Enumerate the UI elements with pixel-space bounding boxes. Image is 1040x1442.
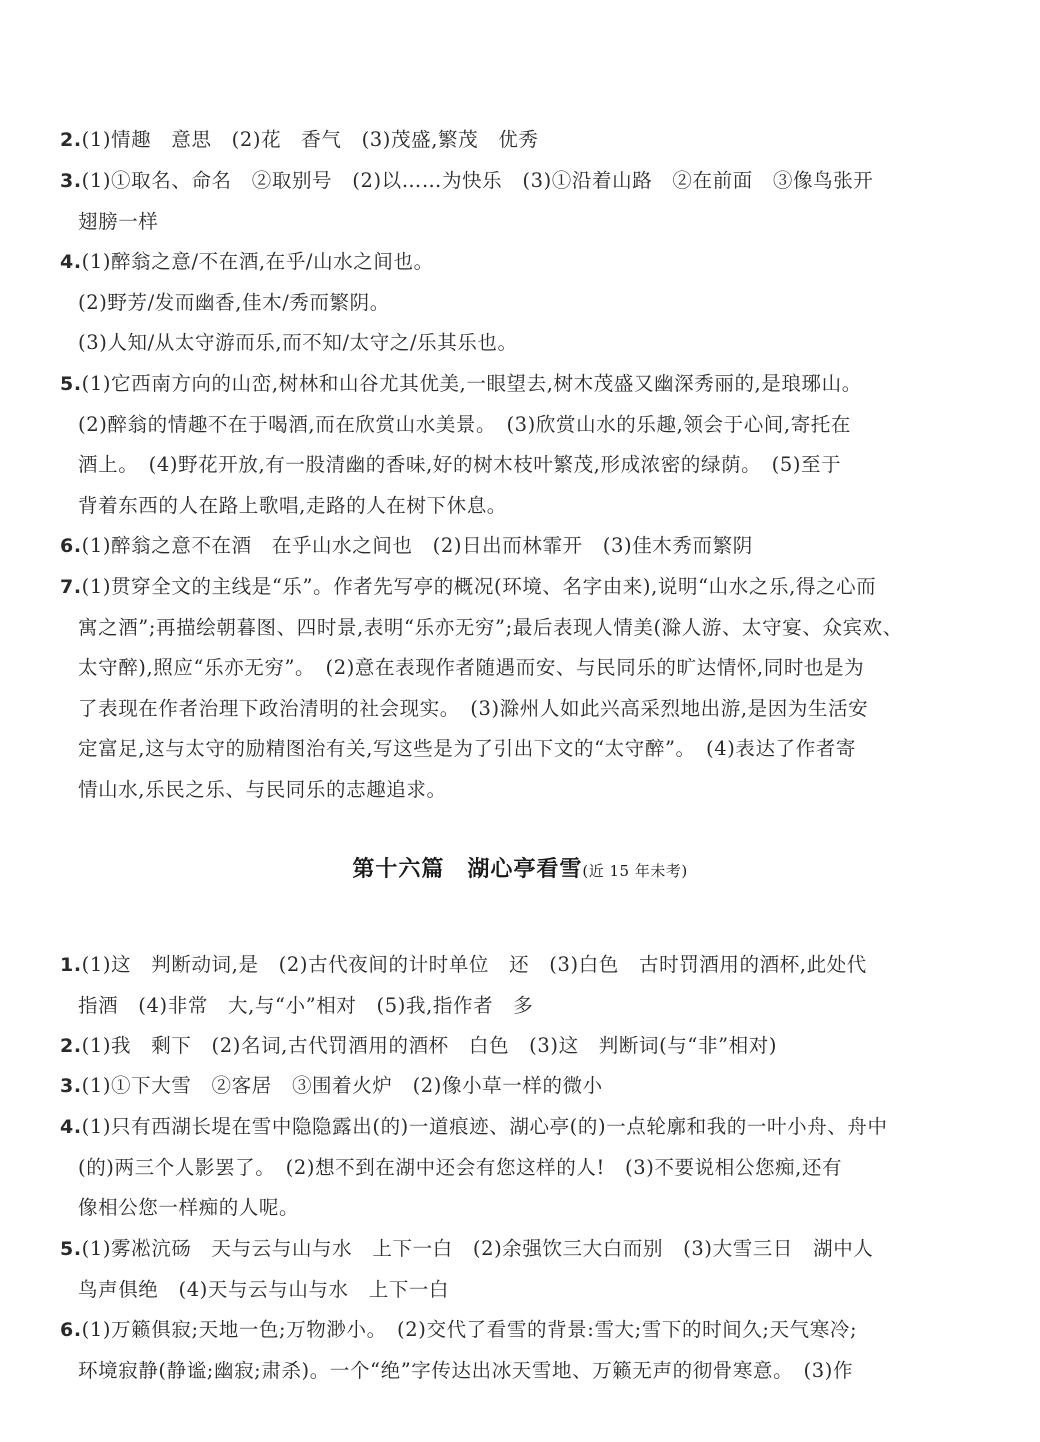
item-number: 2. bbox=[60, 1035, 82, 1057]
answer-item-2 bbox=[60, 1026, 940, 1067]
answer-item-6 bbox=[60, 1310, 940, 1391]
item-line: (1)醉翁之意不在酒 在乎山水之间也 (2)日出而林霏开 (3)佳木秀而繁阴 bbox=[81, 534, 753, 557]
item-line: 太守醉),照应“乐亦无穷”。 (2)意在表现作者随遇而安、与民同乐的旷达情怀,同时也是为 bbox=[78, 656, 865, 679]
item-number: 4. bbox=[60, 1116, 82, 1138]
answer-item-3 bbox=[60, 161, 940, 242]
item-number: 4. bbox=[60, 251, 82, 273]
answer-item-5 bbox=[60, 1229, 940, 1310]
item-line: (1)情趣 意思 (2)花 香气 (3)茂盛,繁茂 优秀 bbox=[81, 128, 539, 151]
item-number: 5. bbox=[60, 1238, 82, 1260]
item-number: 1. bbox=[60, 954, 82, 976]
item-line: (2)醉翁的情趣不在于喝酒,而在欣赏山水美景。 (3)欣赏山水的乐趣,领会于心间,寄托在 bbox=[78, 412, 851, 436]
item-line: (3)人知/从太守游而乐,而不知/太守之/乐其乐也。 bbox=[78, 331, 518, 354]
section-title bbox=[0, 852, 1040, 883]
item-line: (1)雾凇沆砀 天与云与山与水 上下一白 (2)余强饮三大白而别 (3)大雪三日 湖中人 bbox=[81, 1237, 874, 1260]
section-title-main: 第十六篇 湖心亭看雪 bbox=[352, 857, 583, 882]
answer-item-6 bbox=[60, 526, 940, 567]
item-line: (1)醉翁之意/不在酒,在乎/山水之间也。 bbox=[81, 250, 434, 273]
item-number: 6. bbox=[60, 1319, 82, 1341]
item-line: 背着东西的人在路上歌唱,走路的人在树下休息。 bbox=[78, 493, 507, 517]
item-line: 了表现在作者治理下政治清明的社会现实。 (3)滁州人如此兴高采烈地出游,是因为生活安 bbox=[78, 696, 869, 720]
answer-item-1 bbox=[60, 945, 940, 1026]
item-line: (1)我 剩下 (2)名词,古代罚酒用的酒杯 白色 (3)这 判断词(与“非”相对) bbox=[81, 1034, 778, 1057]
item-line: 翅膀一样 bbox=[78, 209, 159, 233]
item-line: 定富足,这与太守的励精图治有关,写这些是为了引出下文的“太守醉”。 (4)表达了作者寄 bbox=[78, 737, 857, 760]
item-line: (2)野芳/发而幽香,佳木/秀而繁阴。 bbox=[78, 290, 390, 314]
item-line: 像相公您一样痴的人呢。 bbox=[78, 1196, 300, 1219]
item-line: 指酒 (4)非常 大,与“小”相对 (5)我,指作者 多 bbox=[78, 993, 534, 1017]
answer-item-4 bbox=[60, 1107, 940, 1229]
answer-item-2 bbox=[60, 120, 940, 161]
item-number: 7. bbox=[60, 576, 82, 598]
item-line: (1)①下大雪 ②客居 ③围着火炉 (2)像小草一样的微小 bbox=[81, 1074, 603, 1097]
item-number: 3. bbox=[60, 1075, 82, 1097]
item-line: 情山水,乐民之乐、与民同乐的志趣追求。 bbox=[78, 777, 447, 801]
item-number: 3. bbox=[60, 170, 82, 192]
answer-item-5 bbox=[60, 364, 940, 526]
item-line: 寓之酒”;再描绘朝暮图、四时景,表明“乐亦无穷”;最后表现人情美(滁人游、太守宴、众宾欢、 bbox=[78, 615, 903, 639]
item-number: 2. bbox=[60, 129, 82, 151]
item-line: (1)它西南方向的山峦,树林和山谷尤其优美,一眼望去,树木茂盛又幽深秀丽的,是琅琊山。 bbox=[81, 372, 862, 395]
item-number: 5. bbox=[60, 373, 82, 395]
answer-item-3 bbox=[60, 1066, 940, 1107]
item-line: (1)贯穿全文的主线是“乐”。作者先写亭的概况(环境、名字由来),说明“山水之乐,得之心而 bbox=[81, 575, 877, 598]
item-line: 酒上。 (4)野花开放,有一股清幽的香味,好的树木枝叶繁茂,形成浓密的绿荫。 (5)至于 bbox=[78, 453, 842, 476]
item-line: (1)万籁俱寂;天地一色;万物渺小。 (2)交代了看雪的背景:雪大;雪下的时间久;天气寒冷; bbox=[81, 1318, 858, 1341]
item-line: (的)两三个人影罢了。 (2)想不到在湖中还会有您这样的人! (3)不要说相公您痴,还有 bbox=[78, 1155, 843, 1179]
answer-item-4 bbox=[60, 242, 940, 364]
answer-item-7 bbox=[60, 567, 940, 810]
item-line: (1)①取名、命名 ②取别号 (2)以……为快乐 (3)①沿着山路 ②在前面 ③像鸟张开 bbox=[81, 169, 874, 192]
item-line: (1)这 判断动词,是 (2)古代夜间的计时单位 还 (3)白色 古时罚酒用的酒杯,此处代 bbox=[81, 953, 867, 976]
item-line: (1)只有西湖长堤在雪中隐隐露出(的)一道痕迹、湖心亭(的)一点轮廓和我的一叶小舟、舟中 bbox=[81, 1115, 888, 1138]
item-number: 6. bbox=[60, 535, 82, 557]
section-title-note: (近 15 年未考) bbox=[582, 862, 688, 880]
item-line: 鸟声俱绝 (4)天与云与山与水 上下一白 bbox=[78, 1277, 450, 1301]
item-line: 环境寂静(静谧;幽寂;肃杀)。一个“绝”字传达出冰天雪地、万籁无声的彻骨寒意。 (3)作 bbox=[78, 1358, 854, 1382]
